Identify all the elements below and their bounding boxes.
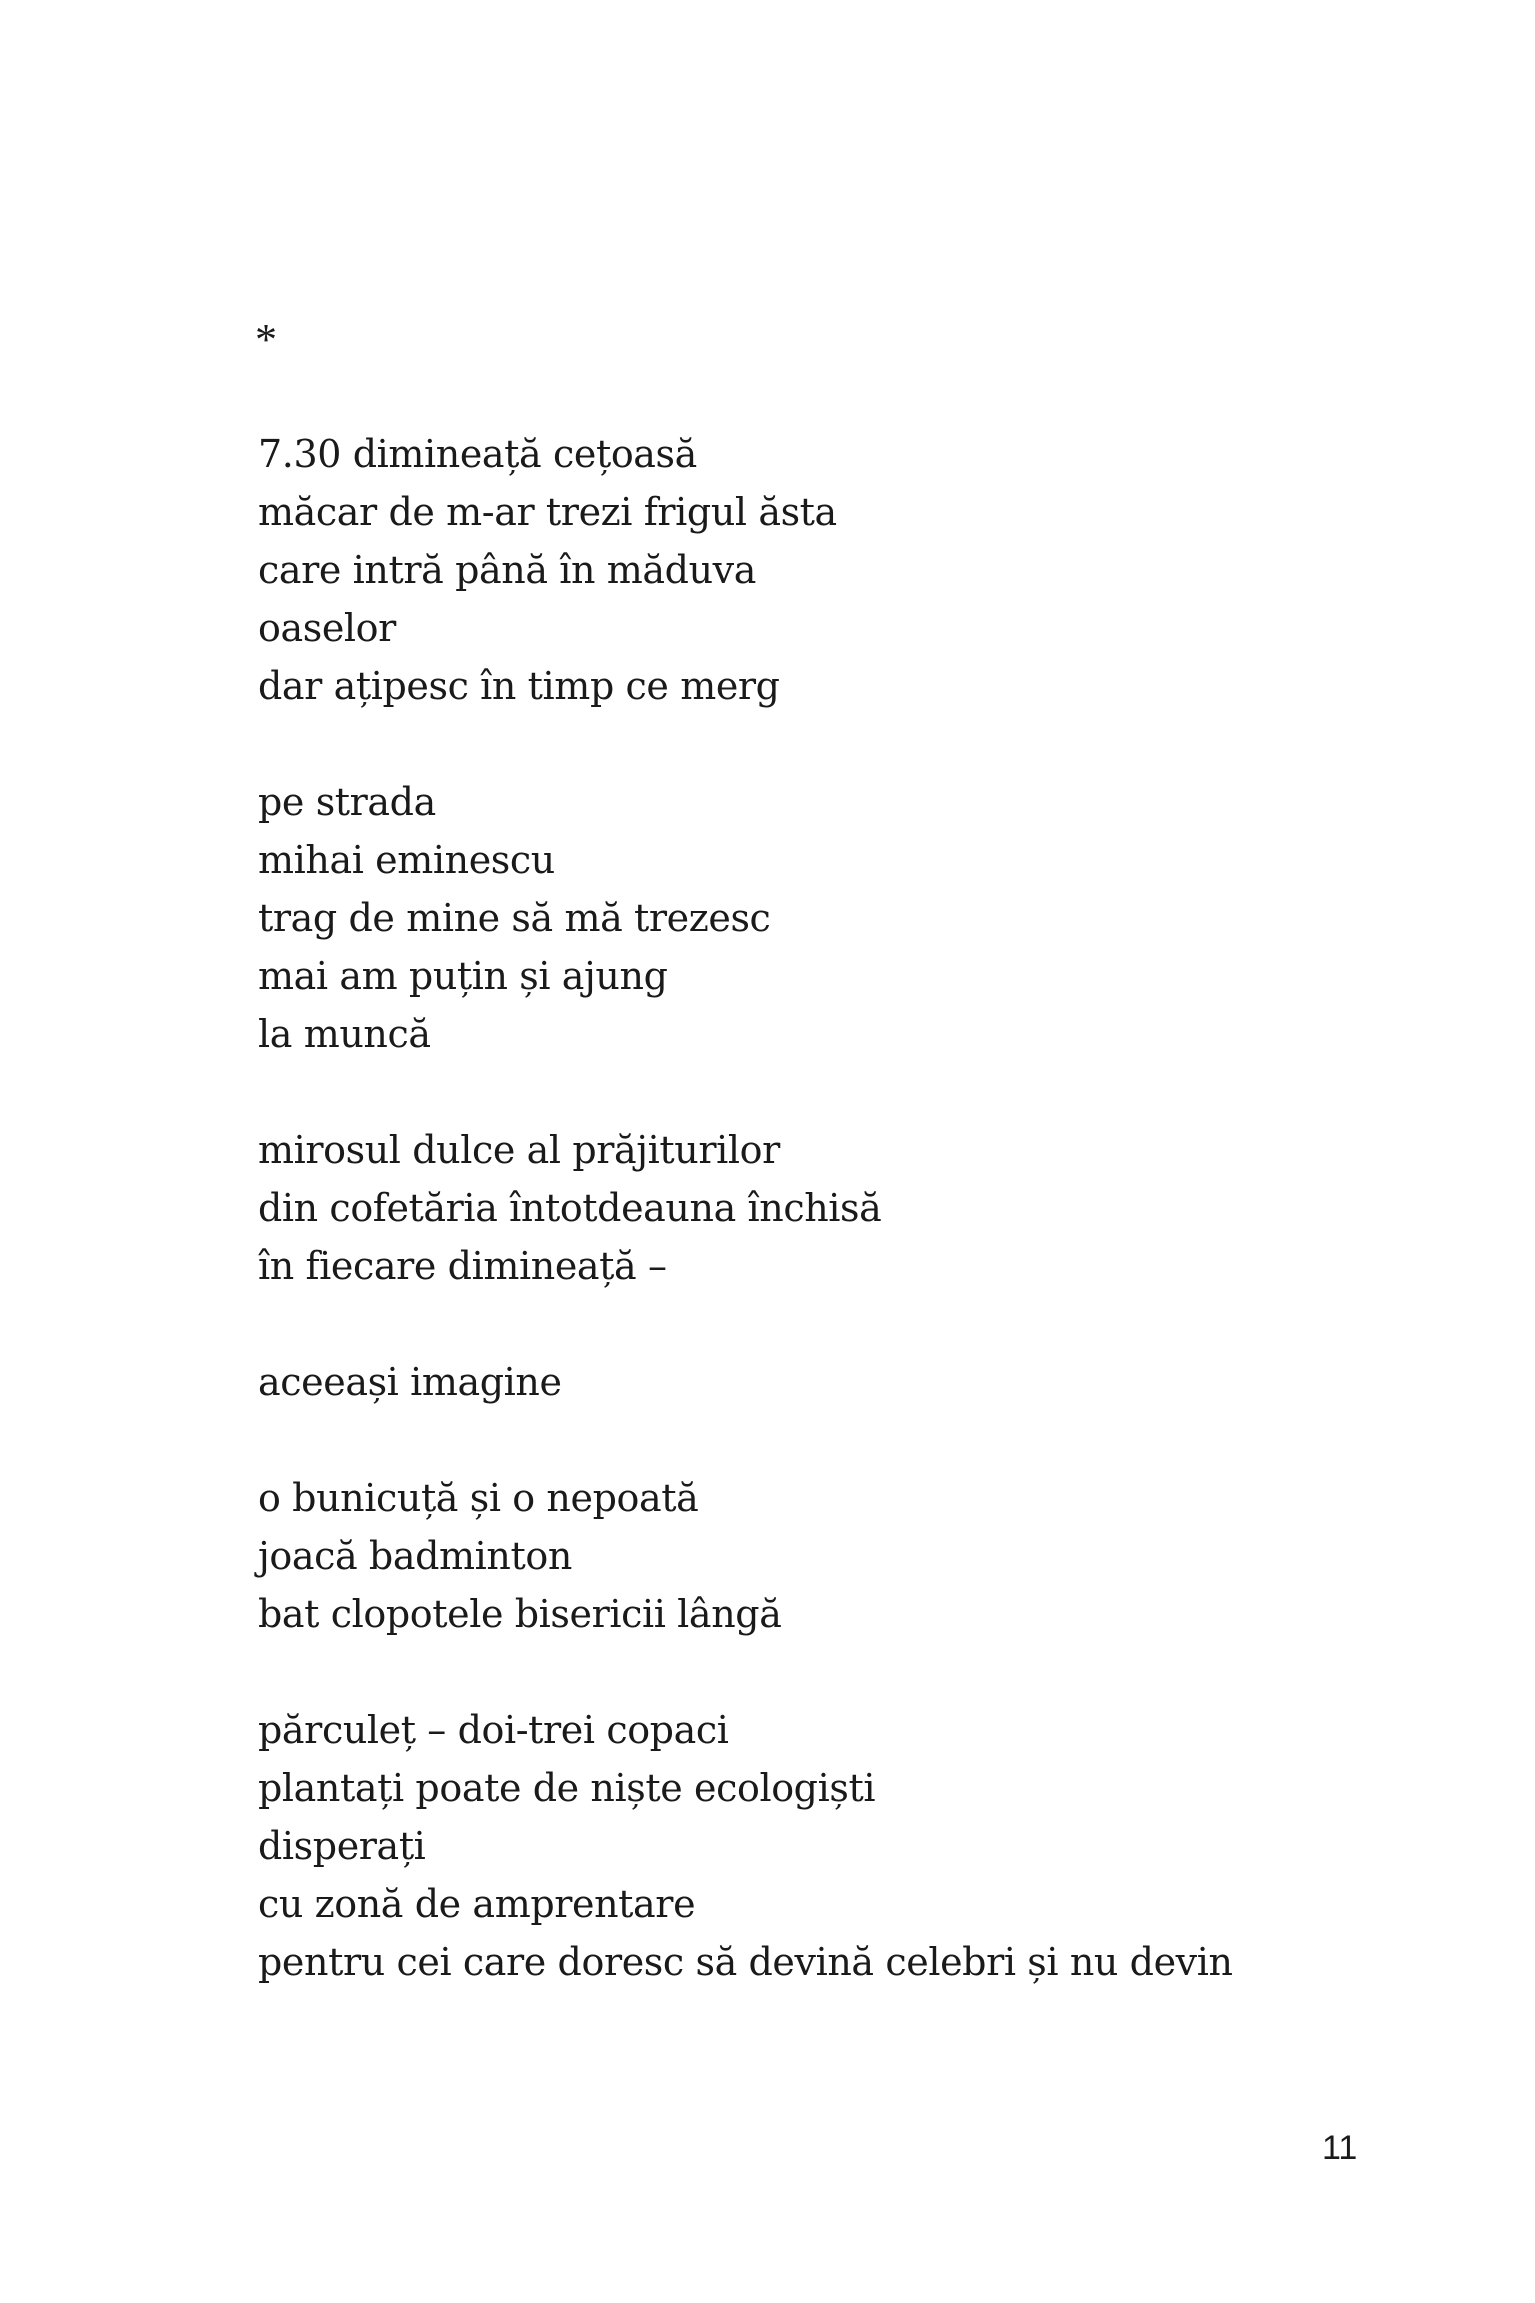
poem-line: mai am puțin și ajung [258, 954, 668, 998]
poem-line: oaselor [258, 606, 396, 650]
poem-line: joacă badminton [258, 1534, 572, 1578]
poem-line: bat clopotele bisericii lângă [258, 1592, 782, 1636]
poem-line: la muncă [258, 1012, 431, 1056]
poem-line: cu zonă de amprentare [258, 1882, 696, 1926]
poem-line: părculeț – doi-trei copaci [258, 1708, 729, 1752]
poem-line: pentru cei care doresc să devină celebri și nu devin [258, 1940, 1233, 1984]
poem-line: trag de mine să mă trezesc [258, 896, 771, 940]
stanza-1 [258, 425, 1458, 715]
stanza-3 [258, 1121, 1458, 1295]
poem-line: disperați [258, 1824, 426, 1868]
page-number: 11 [1322, 2129, 1358, 2167]
poem-line: dar ațipesc în timp ce merg [258, 664, 780, 708]
poem-line: 7.30 dimineață cețoasă [258, 432, 697, 476]
poem-line: din cofetăria întotdeauna închisă [258, 1186, 882, 1230]
stanza-5 [258, 1469, 1458, 1643]
stanza-4 [258, 1353, 1458, 1411]
stanza-6 [258, 1701, 1458, 1991]
poem-line: o bunicuță și o nepoată [258, 1476, 699, 1520]
section-asterisk: * [255, 315, 277, 364]
poem-line: mirosul dulce al prăjiturilor [258, 1128, 780, 1172]
poem-line: care intră până în măduva [258, 548, 756, 592]
poem-line: mihai eminescu [258, 838, 555, 882]
poem-line: în fiecare dimineață – [258, 1244, 667, 1288]
poem-line: măcar de m-ar trezi frigul ăsta [258, 490, 837, 534]
poem-line: pe strada [258, 780, 436, 824]
poem-line: plantați poate de niște ecologiști [258, 1766, 876, 1810]
poem-body [258, 425, 1458, 2049]
poem-line: aceeași imagine [258, 1360, 562, 1404]
stanza-2 [258, 773, 1458, 1063]
